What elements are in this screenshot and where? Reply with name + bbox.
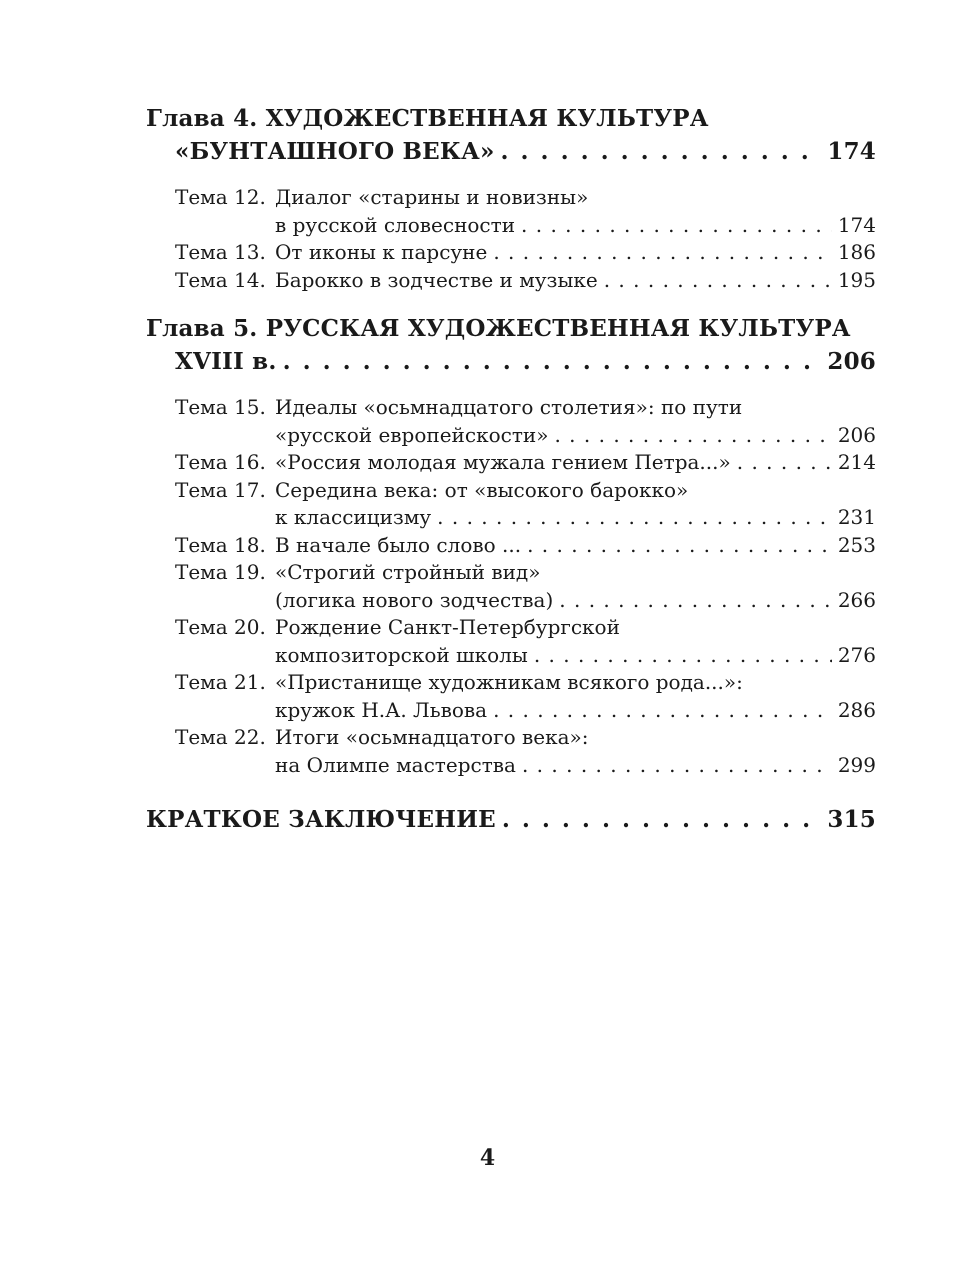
topic-title: «Россия молодая мужала гением Петра...» <box>275 450 731 474</box>
topic-12[interactable] <box>146 184 876 212</box>
conclusion-entry[interactable] <box>146 803 876 836</box>
topic-title: (логика нового зодчества) <box>275 587 554 612</box>
topic-18[interactable] <box>146 532 876 560</box>
topic-21[interactable] <box>146 669 876 697</box>
topic-title: кружок Н.А. Львова <box>275 697 488 722</box>
topic-label: Тема 21. <box>175 670 266 694</box>
topic-17-continued[interactable] <box>146 504 876 532</box>
page-ref: 286 <box>837 697 876 722</box>
topic-15[interactable] <box>146 394 876 422</box>
dot-leader <box>522 752 832 780</box>
topic-title: Диалог «старины и новизны» <box>275 185 589 209</box>
page-ref: 214 <box>837 450 876 474</box>
topic-title: Рождение Санкт-Петербургской <box>275 615 620 639</box>
topic-17[interactable] <box>146 477 876 505</box>
topic-label: Тема 16. <box>175 450 266 474</box>
topic-title: к классицизму <box>275 505 432 529</box>
page-ref: 174 <box>837 212 876 237</box>
topic-label: Тема 17. <box>175 477 266 502</box>
chapter-4-heading[interactable] <box>146 102 876 135</box>
chapter-5-heading[interactable] <box>146 312 876 345</box>
topic-22-continued[interactable] <box>146 752 876 780</box>
topic-15-continued[interactable] <box>146 422 876 450</box>
topic-16[interactable] <box>146 449 876 477</box>
topic-label: Тема 15. <box>175 395 266 419</box>
chapter-5-heading-continued[interactable] <box>146 345 876 378</box>
topic-title: В начале было слово ... <box>275 532 522 557</box>
dot-leader <box>527 532 832 560</box>
chapter-title: XVIII в. <box>175 348 277 375</box>
topic-12-continued[interactable] <box>146 212 876 240</box>
topic-title: «Строгий стройный вид» <box>275 560 541 584</box>
page-ref: 206 <box>837 422 876 447</box>
page-ref: 206 <box>827 348 876 375</box>
topic-label: Тема 13. <box>175 240 266 264</box>
table-of-contents <box>146 102 876 836</box>
dot-leader <box>521 212 832 240</box>
page-ref: 315 <box>827 806 876 833</box>
dot-leader <box>502 803 822 836</box>
conclusion-title: КРАТКОЕ ЗАКЛЮЧЕНИЕ <box>146 806 496 833</box>
page-ref: 276 <box>837 642 876 667</box>
topic-title: Барокко в зодчестве и музыке <box>275 267 598 292</box>
dot-leader <box>559 587 832 615</box>
topic-title: в русской словесности <box>275 212 516 237</box>
topic-19[interactable] <box>146 559 876 587</box>
topic-title: Середина века: от «высокого барокко» <box>275 477 689 502</box>
topic-13[interactable] <box>146 239 876 267</box>
page-ref: 231 <box>837 505 876 529</box>
topic-title: «Пристанище художникам всякого рода...»: <box>275 670 743 694</box>
chapter-title: «БУНТАШНОГО ВЕКА» <box>175 138 495 165</box>
topic-20[interactable] <box>146 614 876 642</box>
topic-label: Тема 19. <box>175 560 266 584</box>
page-number: 4 <box>479 1145 496 1171</box>
dot-leader <box>493 697 832 725</box>
page-ref: 195 <box>837 267 876 292</box>
chapter-4-heading-continued[interactable] <box>146 135 876 168</box>
topic-title: От иконы к парсуне <box>275 240 488 264</box>
topic-label: Тема 14. <box>175 267 266 292</box>
topic-title: Идеалы «осьмнадцатого столетия»: по пути <box>275 395 743 419</box>
topic-14[interactable] <box>146 267 876 295</box>
dot-leader <box>604 267 832 295</box>
topic-title: Итоги «осьмнадцатого века»: <box>275 725 589 749</box>
chapter-title: РУССКАЯ ХУДОЖЕСТВЕННАЯ КУЛЬТУРА <box>265 315 851 342</box>
page-ref: 299 <box>837 752 876 777</box>
topic-title: композиторской школы <box>275 642 528 667</box>
topic-label: Тема 12. <box>175 185 266 209</box>
topic-21-continued[interactable] <box>146 697 876 725</box>
topic-20-continued[interactable] <box>146 642 876 670</box>
dot-leader <box>554 422 831 450</box>
chapter-label: Глава 5. <box>146 315 258 342</box>
topic-label: Тема 18. <box>175 532 266 557</box>
dot-leader <box>493 239 831 267</box>
chapter-label: Глава 4. <box>146 105 258 132</box>
dot-leader <box>283 345 822 378</box>
dot-leader <box>437 504 832 532</box>
page-ref: 174 <box>827 138 876 165</box>
dot-leader <box>501 135 822 168</box>
dot-leader <box>534 642 832 670</box>
dot-leader <box>737 449 832 477</box>
page-ref: 186 <box>837 240 876 264</box>
chapter-title: ХУДОЖЕСТВЕННАЯ КУЛЬТУРА <box>265 105 709 132</box>
topic-19-continued[interactable] <box>146 587 876 615</box>
page-ref: 266 <box>837 587 876 612</box>
topic-22[interactable] <box>146 724 876 752</box>
topic-label: Тема 22. <box>175 725 266 749</box>
topic-title: «русской европейскости» <box>275 422 549 447</box>
topic-title: на Олимпе мастерства <box>275 752 516 777</box>
page-ref: 253 <box>837 532 876 557</box>
topic-label: Тема 20. <box>175 615 266 639</box>
